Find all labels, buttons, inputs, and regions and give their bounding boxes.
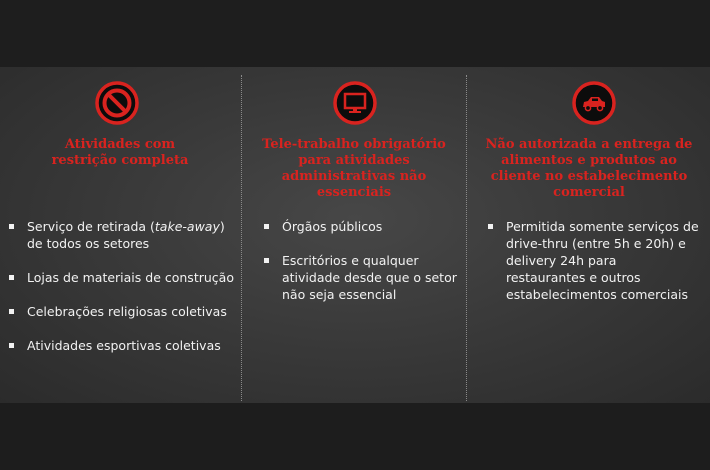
heading-line: alimentos e produtos ao (501, 153, 677, 168)
bullet-list (263, 218, 463, 303)
column-heading (246, 137, 462, 201)
slide (0, 67, 710, 403)
prohibited-icon (95, 81, 139, 125)
heading-line: para atividades (298, 153, 410, 168)
column-restricted (0, 67, 241, 403)
column-heading (20, 137, 220, 169)
heading-line: cliente no estabelecimento (490, 169, 688, 184)
list-item: Serviço de retirada (take-away) de todos os setores (8, 218, 236, 252)
bullet-list (487, 218, 699, 303)
heading-line: comercial (553, 185, 625, 200)
bullet-list (8, 218, 236, 354)
monitor-icon (333, 81, 377, 125)
list-item: Celebrações religiosas coletivas (8, 303, 236, 320)
heading-line: restrição completa (51, 153, 189, 168)
column-telework (242, 67, 466, 403)
heading-line: Não autorizada a entrega de (485, 137, 693, 152)
list-item: Órgãos públicos (263, 218, 463, 235)
car-icon (572, 81, 616, 125)
heading-line: Atividades com (64, 137, 176, 152)
bottom-letterbox (0, 403, 710, 470)
top-letterbox (0, 0, 710, 67)
list-item: Escritórios e qualquer atividade desde que o setor não seja essencial (263, 252, 463, 303)
column-delivery (467, 67, 710, 403)
heading-line: administrativas não (281, 169, 427, 184)
list-item: Atividades esportivas coletivas (8, 337, 236, 354)
heading-line: Tele-trabalho obrigatório (262, 137, 446, 152)
list-item: Lojas de materiais de construção (8, 269, 236, 286)
column-heading (471, 137, 707, 201)
heading-line: essenciais (316, 185, 392, 200)
list-item: Permitida somente serviços de drive-thru (entre 5h e 20h) e delivery 24h para restaurantes e outros estabelecimentos comerciais (487, 218, 699, 303)
